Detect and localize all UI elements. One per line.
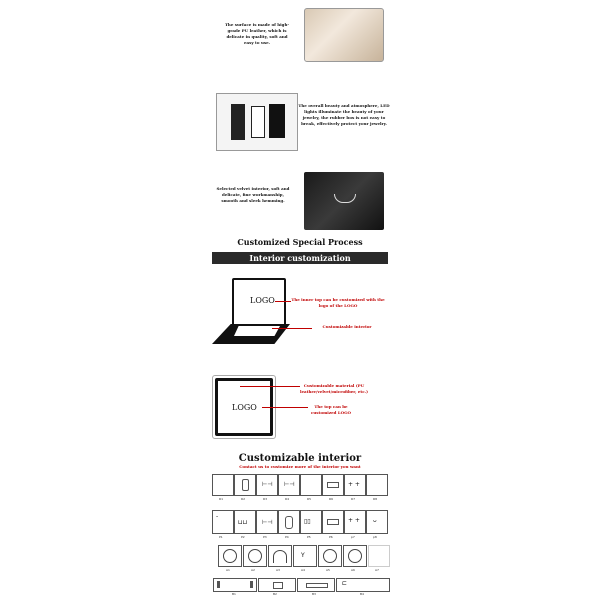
option-p8: ᴗ [366,510,388,534]
led-box-image [216,93,298,151]
option-a5 [318,545,342,567]
open-box-diagram [212,278,292,350]
label-r1: R1 [219,497,223,501]
feature-text-velvet: Selected velvet interior, soft and delicate, fine workmanship, smooth and sleek hemming. [216,186,290,203]
option-p5: ▯▯ [300,510,322,534]
label-r6: R6 [329,497,333,501]
top-logo-leader-line [262,407,308,408]
option-r5 [300,474,322,496]
open-box-leader-line [275,301,291,302]
material-note: Customizable material (PU leather/velvet/microfiber, etc.) [299,383,369,394]
option-r2 [234,474,256,496]
label-r5: R5 [307,497,311,501]
label-r4: R4 [285,497,289,501]
label-p4: P4 [285,535,289,539]
option-b1 [213,578,257,592]
label-a2: A2 [251,568,255,572]
feature-text-leather: The surface is made of high-grade PU leather, which is delicate in quality, soft and easy to use. [224,22,290,45]
label-a3: A3 [276,568,280,572]
feature-text-led: The overall beauty and atmosphere, LED lights illuminate the beauty of your jewelry, the rubber box is not easy to break, effectively protect your jewelry. [298,103,390,126]
option-b2 [258,578,296,592]
label-p6: P6 [329,535,333,539]
top-logo-note: The top can be customized LOGO [310,404,352,415]
label-a7: A7 [375,568,379,572]
option-a1 [218,545,242,567]
label-p1: P1 [219,535,223,539]
option-r3: ⊢⊣ [256,474,278,496]
option-p4 [278,510,300,534]
label-r2: R2 [241,497,245,501]
label-p2: P2 [241,535,245,539]
option-p1: - [212,510,234,534]
inner-top-note: The inner top can be customized with the logo of the LOGO [291,297,385,308]
label-p7: p7 [351,535,355,539]
label-a5: A5 [326,568,330,572]
label-b2: B2 [273,592,277,596]
option-b4: ⊏ [336,578,390,592]
leather-box-image [304,8,384,62]
option-r6 [322,474,344,496]
option-a2 [243,545,267,567]
interior-title: Customizable interior [238,453,362,464]
option-a7 [368,545,390,567]
label-b4: B4 [360,592,364,596]
label-b3: B3 [312,592,316,596]
interior-leader-line [272,328,312,329]
option-r7: + + [344,474,366,496]
customizable-interior-note: Customizable interior [322,324,372,329]
option-a3 [268,545,292,567]
open-box-logo: LOGO [250,296,275,305]
option-a6 [343,545,367,567]
option-b3 [297,578,335,592]
option-a4: Y [293,545,317,567]
label-p8: p8 [373,535,377,539]
option-r4: ⊢⊣ [278,474,300,496]
label-a6: A6 [351,568,355,572]
label-a4: A4 [301,568,305,572]
option-r8 [366,474,388,496]
option-p3: ⊢⊣ [256,510,278,534]
interior-customization-banner: Interior customization [212,252,388,264]
option-p2: ⊔⊔ [234,510,256,534]
interior-subtitle: Contact us to customize more of the interior you want [239,464,361,469]
label-r3: R3 [263,497,267,501]
option-p7: + + [344,510,366,534]
option-p6 [322,510,344,534]
label-b1: B1 [232,592,236,596]
process-title: Customized Special Process [237,237,363,247]
closed-box-logo: LOGO [232,403,257,412]
label-p3: P3 [263,535,267,539]
label-a1: A1 [226,568,230,572]
label-r8: R8 [373,497,377,501]
label-p5: P5 [307,535,311,539]
velvet-necklace-image [304,172,384,230]
option-r1 [212,474,234,496]
label-r7: R7 [351,497,355,501]
